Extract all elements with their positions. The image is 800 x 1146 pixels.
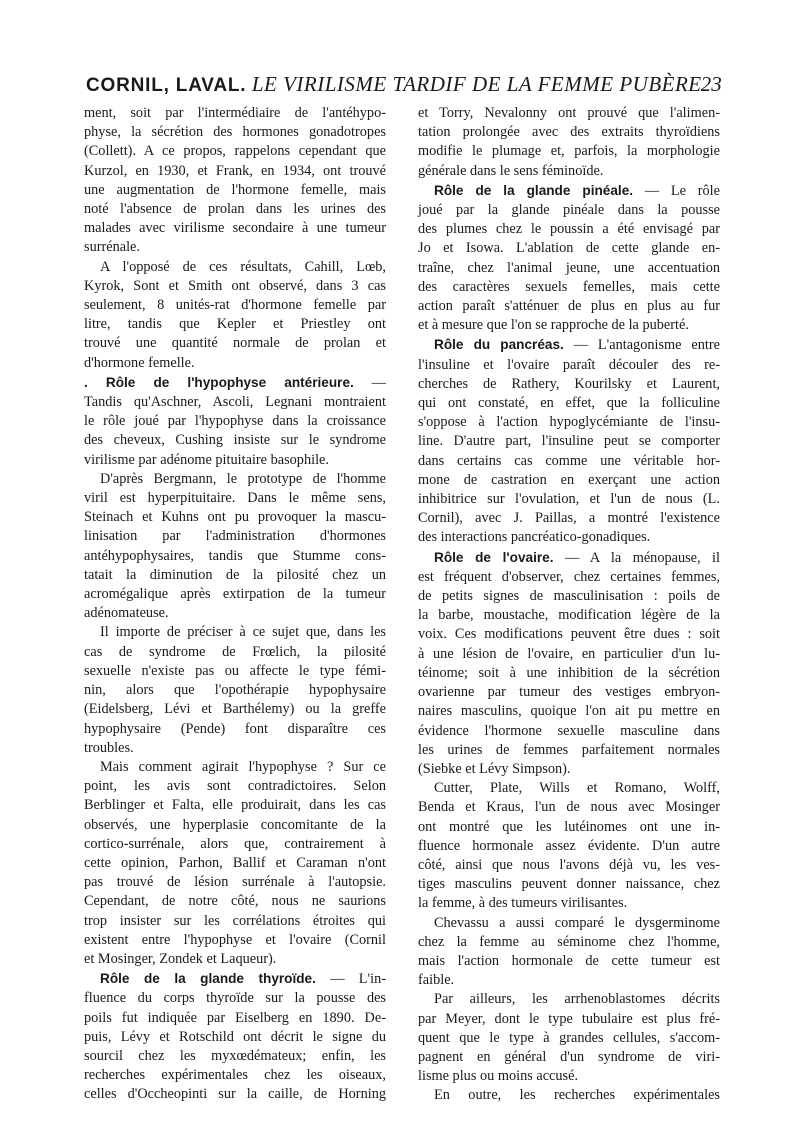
line-text: de petits signes de masculinisation : poils de: [418, 588, 720, 605]
line-text: trouvé une quantité normale de prolan et: [84, 335, 386, 352]
section-heading: Rôle du pancréas.: [434, 337, 564, 353]
text-line: [418, 142, 720, 161]
line-text: ont montré que les lutéinomes ont une in-: [418, 818, 720, 835]
line-text: quent que le type à grandes cellules, s'accom-: [418, 1029, 720, 1046]
line-text: En outre, les recherches expérimentales: [434, 1087, 720, 1104]
text-line: [84, 585, 386, 604]
text-line: [418, 239, 720, 258]
line-text: Il importe de préciser à ce sujet que, dans les: [100, 624, 386, 641]
text-line: [84, 354, 386, 373]
text-line: [418, 702, 720, 721]
text-line: [418, 990, 720, 1009]
line-text: antéhypophysaires, tandis que Stumme cons-: [84, 547, 386, 564]
line-text: point, les avis sont contradictoires. Selon: [84, 778, 386, 795]
text-line: [418, 181, 720, 201]
line-text: la barbe, moustache, modification légère de la: [418, 607, 720, 624]
text-line: [84, 470, 386, 489]
text-line: [418, 201, 720, 220]
text-line: [418, 509, 720, 528]
line-text: Mais comment agirait l'hypophyse ? Sur ce: [100, 758, 386, 775]
text-line: [84, 758, 386, 777]
line-text: tiges masculins peuvent donner naissance, chez: [418, 876, 720, 893]
text-line: [84, 950, 386, 969]
text-line: [84, 854, 386, 873]
text-line: [418, 220, 720, 239]
line-text: troubles.: [84, 739, 134, 756]
section-heading: Rôle de l'ovaire.: [434, 549, 554, 565]
text-line: [418, 375, 720, 394]
page-number: 23: [700, 72, 722, 96]
line-text: Tandis qu'Aschner, Ascoli, Legnani montraient: [84, 394, 386, 411]
text-line: [418, 664, 720, 683]
text-line: [418, 683, 720, 702]
text-line: [84, 315, 386, 334]
text-line: [418, 471, 720, 490]
text-line: [84, 623, 386, 642]
line-text: hypophysaire (Pende) font disparaître ces: [84, 720, 386, 737]
line-text: et Mosinger, Zondek et Laqueur).: [84, 950, 277, 967]
line-text: Cutter, Plate, Wills et Romano, Wolff,: [434, 780, 720, 797]
line-text: le rôle joué par l'hypophyse dans la croissance: [84, 413, 386, 430]
text-line: [418, 818, 720, 837]
running-header: [86, 72, 722, 102]
text-line: [84, 181, 386, 200]
line-text: puis, Lévy et Rotschild ont décrit le signe du: [84, 1028, 386, 1045]
text-line: [84, 200, 386, 219]
line-text: Cependant, de notre côté, nous ne saurions: [84, 893, 386, 910]
text-line: [418, 278, 720, 297]
line-text: —: [353, 374, 386, 391]
line-text: noté l'absence de prolan dans les urines des: [84, 201, 386, 218]
line-text: les urines de femmes parfaitement normales: [418, 741, 720, 758]
line-text: côté, ainsi que nous l'avons déjà vu, les ves-: [418, 856, 720, 873]
text-line: [84, 720, 386, 739]
text-line: [84, 739, 386, 758]
line-text: trop insister sur les corrélations étroites qui: [84, 912, 386, 929]
line-text: — A la ménopause, il: [553, 549, 720, 566]
line-text: la femme, à des tumeurs virilisantes.: [418, 895, 628, 912]
line-text: A l'opposé de ces résultats, Cahill, Lœb,: [100, 258, 386, 275]
text-line: [418, 625, 720, 644]
text-line: [84, 451, 386, 470]
line-text: cortico-surrénale, alors que, contrairement à: [84, 835, 386, 852]
line-text: et à mesure que l'on se rapproche de la puberté.: [418, 317, 689, 334]
line-text: Par ailleurs, les arrhenoblastomes décrits: [434, 991, 720, 1008]
text-line: [84, 566, 386, 585]
text-line: [418, 297, 720, 316]
line-text: évidence l'hormone sexuelle masculine dans: [418, 722, 720, 739]
text-line: [418, 1048, 720, 1067]
line-text: et Torry, Nevalonny ont prouvé que l'alimen-: [418, 105, 720, 121]
text-line: [84, 104, 386, 123]
text-line: [84, 777, 386, 796]
line-text: observés, une hyperplasie concomitante de la: [84, 816, 386, 833]
text-line: [84, 527, 386, 546]
line-text: s'oppose à l'action hypoglycémiante de l'insu-: [418, 414, 720, 431]
line-text: poils fut indiquée par Eiselberg en 1890. De-: [84, 1009, 386, 1026]
text-line: [84, 989, 386, 1008]
text-line: [418, 335, 720, 355]
line-text: ovarienne par tumeur des vestiges embryon-: [418, 684, 720, 701]
text-line: [84, 662, 386, 681]
line-text: surrénale.: [84, 239, 140, 256]
text-line: [418, 413, 720, 432]
line-text: (Collett). A ce propos, rappelons cependant que: [84, 143, 386, 160]
section-heading: Rôle de la glande pinéale.: [434, 182, 634, 198]
text-line: [84, 796, 386, 815]
line-text: téinome; soit à une inhibition de la sécrétion: [418, 664, 720, 681]
text-line: [418, 1067, 720, 1086]
line-text: tation prolongée avec des extraits thyroïdiens: [418, 124, 720, 141]
text-line: [84, 912, 386, 931]
line-text: générale dans le sens féminoïde.: [418, 162, 604, 179]
text-line: [418, 316, 720, 335]
line-text: cherches de Rathery, Kourilsky et Laurent,: [418, 375, 720, 392]
line-text: acromégalique après extirpation de la tumeur: [84, 586, 386, 603]
line-text: Benda et Kraus, l'un de nous avec Mosinger: [418, 799, 720, 816]
line-text: d'hormone femelle.: [84, 354, 195, 371]
text-line: [418, 933, 720, 952]
text-line: [84, 334, 386, 353]
text-line: [84, 1085, 386, 1104]
line-text: Steinach et Kuhns ont pu provoquer la mascu-: [84, 509, 386, 526]
text-line: [418, 528, 720, 547]
line-text: — L'in-: [315, 971, 387, 988]
text-line: [418, 741, 720, 760]
line-text: (Eidelsberg, Lévi et Barthélemy) ou la greffe: [84, 701, 386, 718]
line-text: dans certains cas comme une véritable hor-: [418, 452, 720, 469]
line-text: (Siebke et Lévy Simpson).: [418, 760, 571, 777]
line-text: — L'antagonisme entre: [563, 337, 720, 354]
text-line: [418, 162, 720, 181]
line-text: naires masculins, quoique l'on ait pu mettre en: [418, 703, 720, 720]
text-line: [418, 952, 720, 971]
line-text: physe, la sécrétion des hormones gonadotropes: [84, 124, 386, 141]
line-text: ment, soit par l'intermédiaire de l'antéhypo-: [84, 105, 386, 121]
text-line: [418, 1029, 720, 1048]
line-text: seulement, 8 unités-rat d'hormone femelle par: [84, 297, 386, 314]
text-line: [418, 568, 720, 587]
line-text: line. D'autre part, l'insuline peut se comporter: [418, 433, 720, 450]
text-line: [418, 490, 720, 509]
line-text: chez la femme au séminome chez l'homme,: [418, 933, 720, 950]
text-line: [418, 1010, 720, 1029]
line-text: celles d'Occheopinti sur la caille, de Horning: [84, 1086, 386, 1103]
text-line: [418, 645, 720, 664]
line-text: tatait la diminution de la pilosité chez un: [84, 566, 386, 583]
text-line: [84, 700, 386, 719]
text-line: [418, 356, 720, 375]
line-text: traîne, chez l'animal jeune, une accentuation: [418, 259, 720, 276]
text-line: [84, 296, 386, 315]
line-text: cette opinion, Parhon, Ballif et Caraman n'ont: [84, 854, 386, 871]
text-line: [84, 1047, 386, 1066]
text-line: [84, 489, 386, 508]
text-line: [418, 837, 720, 856]
line-text: est fréquent d'observer, chez certaines femmes,: [418, 568, 720, 585]
text-line: [84, 431, 386, 450]
header-title: LE VIRILISME TARDIF DE LA FEMME PUBÈRE: [251, 72, 702, 96]
line-text: pagnent en général d'un syndrome de viri-: [418, 1048, 720, 1065]
line-text: — Le rôle: [633, 182, 720, 199]
text-line: [84, 508, 386, 527]
text-line: [84, 393, 386, 412]
line-text: faible.: [418, 972, 455, 989]
text-line: [84, 873, 386, 892]
text-line: [84, 604, 386, 623]
line-text: une augmentation de l'hormone femelle, mais: [84, 181, 386, 198]
text-line: [418, 914, 720, 933]
line-text: pas trouvé de lésion surrénale à l'autopsie.: [84, 874, 386, 891]
line-text: fluence hormonale assez évidente. D'un autre: [418, 837, 720, 854]
line-text: joué par la glande pinéale dans la pousse: [418, 202, 720, 219]
text-line: [84, 277, 386, 296]
text-line: [418, 971, 720, 990]
text-line: [84, 219, 386, 238]
line-text: l'insuline et l'ovaire paraît découler des re-: [418, 356, 720, 373]
line-text: recherches expérimentales chez les oiseaux,: [84, 1067, 386, 1084]
text-line: [418, 779, 720, 798]
line-text: Jo et Isowa. L'ablation de cette glande en-: [418, 240, 720, 257]
text-line: [418, 722, 720, 741]
text-line: [84, 892, 386, 911]
text-line: [418, 452, 720, 471]
section-heading: . Rôle de l'hypophyse antérieure.: [84, 374, 354, 390]
line-text: cas de syndrome de Frœlich, la pilosité: [84, 643, 386, 660]
left-column: [84, 104, 386, 1105]
text-line: [84, 643, 386, 662]
text-line: [84, 238, 386, 257]
text-line: [418, 856, 720, 875]
line-text: des cheveux, Cushing insiste sur le syndrome: [84, 432, 386, 449]
right-column: [418, 104, 720, 1106]
line-text: D'après Bergmann, le prototype de l'homme: [100, 470, 386, 487]
text-line: [84, 1066, 386, 1085]
line-text: sourcil chez les myxœdémateux; enfin, les: [84, 1047, 386, 1064]
line-text: sexuelle n'existe pas ou affecte le type fémi-: [84, 662, 386, 679]
text-line: [418, 1086, 720, 1105]
line-text: nin, alors que l'opothérapie hypophysaire: [84, 682, 386, 699]
line-text: action paraît s'atténuer de plus en plus au fur: [418, 298, 720, 315]
line-text: malades avec virilisme secondaire à une tumeur: [84, 220, 386, 237]
text-line: [418, 432, 720, 451]
header-authors: CORNIL, LAVAL.: [86, 75, 247, 96]
text-line: [84, 258, 386, 277]
line-text: Kurzol, en 1930, et Frank, en 1934, ont trouvé: [84, 162, 386, 179]
line-text: virilisme par adénome pituitaire basophile.: [84, 451, 329, 468]
line-text: litre, tandis que Kepler et Priestley ont: [84, 316, 386, 333]
line-text: adénomateuse.: [84, 605, 169, 622]
text-line: [84, 123, 386, 142]
line-text: Cornil), avec J. Paillas, a montré l'existence: [418, 510, 720, 527]
text-line: [84, 816, 386, 835]
text-line: [84, 547, 386, 566]
line-text: viril est hyperpituitaire. Dans le même sens,: [84, 490, 386, 507]
text-line: [418, 875, 720, 894]
text-line: [418, 104, 720, 123]
text-line: [84, 142, 386, 161]
line-text: mone de castration en exerçant une action: [418, 471, 720, 488]
line-text: existent entre l'hypophyse et l'ovaire (Cornil: [84, 931, 386, 948]
text-line: [418, 259, 720, 278]
text-line: [418, 606, 720, 625]
text-line: [418, 760, 720, 779]
text-line: [84, 1009, 386, 1028]
text-line: [84, 931, 386, 950]
line-text: Kyrok, Sont et Smith ont observé, dans 3 cas: [84, 277, 386, 294]
line-text: voix. Ces modifications peuvent être dues : soit: [418, 626, 720, 643]
line-text: linisation par l'administration d'hormones: [84, 528, 386, 545]
text-line: [418, 894, 720, 913]
text-line: [84, 373, 386, 393]
text-line: [418, 123, 720, 142]
line-text: inhibitrice sur l'ovulation, et l'un de nous (L.: [418, 491, 720, 508]
text-line: [418, 587, 720, 606]
text-line: [84, 412, 386, 431]
section-heading: Rôle de la glande thyroïde.: [100, 971, 316, 987]
text-line: [418, 548, 720, 568]
line-text: Berblinger et Falta, elle produirait, dans les cas: [84, 797, 386, 814]
text-line: [418, 798, 720, 817]
line-text: modifie le plumage et, parfois, la morphologie: [418, 143, 720, 160]
line-text: à une lésion de l'ovaire, en particulier d'un lu-: [418, 645, 720, 662]
line-text: Chevassu a aussi comparé le dysgerminome: [434, 914, 720, 931]
line-text: qui ont constaté, en effet, que la folliculine: [418, 395, 720, 412]
text-line: [84, 1028, 386, 1047]
line-text: mais l'action hormonale de cette tumeur est: [418, 952, 720, 969]
line-text: des caractères sexuels femelles, mais cette: [418, 278, 720, 295]
line-text: fluence du corps thyroïde sur la pousse des: [84, 990, 386, 1007]
line-text: lisme plus ou moins accusé.: [418, 1068, 579, 1085]
text-line: [84, 835, 386, 854]
line-text: des interactions pancréatico-gonadiques.: [418, 529, 651, 546]
text-line: [84, 162, 386, 181]
line-text: par Meyer, dont le type tubulaire est plus fré-: [418, 1010, 720, 1027]
text-line: [84, 681, 386, 700]
text-line: [84, 969, 386, 989]
line-text: des plumes chez le poussin a été envisagé par: [418, 221, 720, 238]
text-line: [418, 394, 720, 413]
